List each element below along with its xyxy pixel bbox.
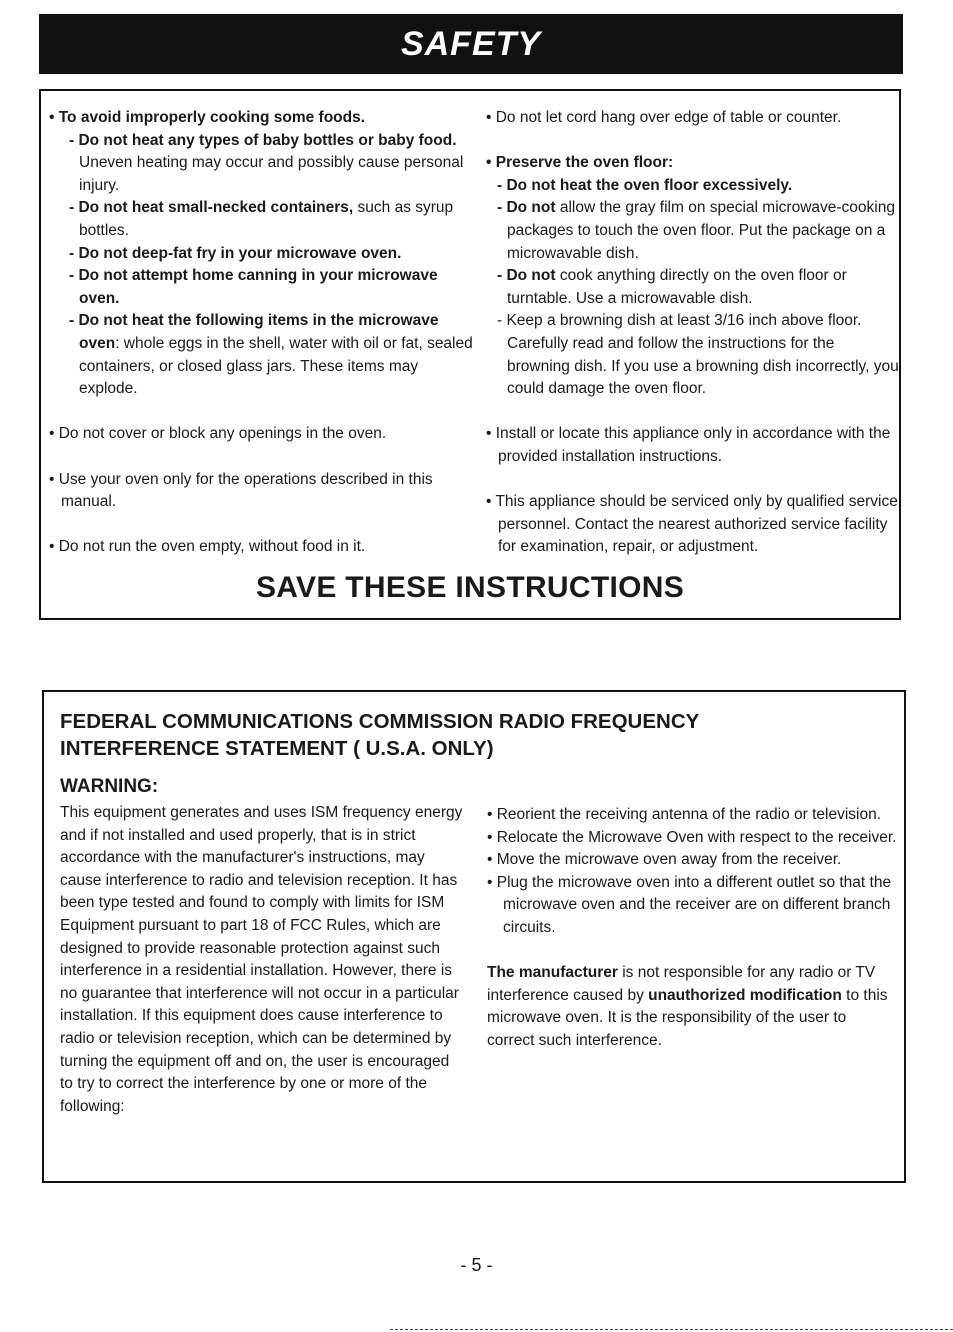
safety-subitem [486, 197, 901, 265]
safety-item: • Install or locate this appliance only in accordance with the provided installation instructions. [486, 425, 891, 465]
safety-right-column [486, 107, 901, 559]
safety-subitem-bold: - Do not heat the following items in the microwave oven [69, 312, 439, 352]
safety-box [39, 89, 901, 620]
safety-subitem: - Keep a browning dish at least 3/16 inch above floor. Carefully read and follow the instructions for the browning dish. If you use a browning dish incorrectly, you could damage the oven floor. [497, 312, 899, 398]
fcc-box [42, 690, 906, 1183]
safety-subitem-text: cook anything directly on the oven floor or turntable. Use a microwavable dish. [507, 267, 847, 307]
note-text: is not responsible for any radio or TV interference caused by [487, 964, 876, 1004]
safety-item: • To avoid improperly cooking some foods. [49, 109, 366, 126]
safety-subitem-bold: - Do not heat any types of baby bottles or baby food. [69, 131, 457, 149]
fcc-manufacturer-note [487, 962, 897, 1052]
safety-banner [39, 14, 903, 74]
safety-subitem: - Do not deep-fat fry in your microwave oven. [69, 244, 402, 262]
fcc-title [60, 708, 860, 762]
safety-item: • Do not cover or block any openings in the oven. [49, 425, 387, 443]
save-instructions-heading: SAVE THESE INSTRUCTIONS [255, 571, 685, 604]
safety-subitem-text: allow the gray film on special microwave-cooking packages to touch the oven floor. Put the package on a microwavable dish. [507, 199, 895, 262]
safety-subitem: - Do not heat the oven floor excessively. [497, 176, 793, 194]
note-bold: The manufacturer [487, 964, 618, 982]
safety-subitem-text: Uneven heating may occur and possibly cause personal injury. [79, 154, 464, 194]
fcc-bullet: • Reorient the receiving antenna of the radio or television. [487, 806, 882, 823]
safety-left-column [49, 107, 474, 559]
safety-subitem-bold: - Do not [497, 267, 556, 285]
fcc-title-line: INTERFERENCE STATEMENT ( U.S.A. ONLY) [60, 737, 494, 760]
safety-subitem-text: such as syrup bottles. [79, 199, 454, 239]
safety-item: • Do not let cord hang over edge of table or counter. [486, 109, 842, 126]
safety-subitem-text: : whole eggs in the shell, water with oil or fat, sealed containers, or closed glass jars. These items may explode. [79, 334, 473, 398]
safety-subitem [49, 310, 474, 400]
warning-heading: WARNING: [60, 776, 159, 797]
fcc-right-column [487, 804, 897, 1053]
safety-item: • Preserve the oven floor: [486, 154, 674, 172]
safety-subitem [486, 265, 901, 310]
safety-subitem [49, 197, 474, 242]
banner-title: SAFETY [400, 24, 542, 63]
fcc-body-text: This equipment generates and uses ISM frequency energy and if not installed and used properly, that is in strict accordance with the manufacturer's instructions, may cause interference to radio and television reception. It has been type tested and found to comply with limits for ISM Equipment pursuant to part 18 of FCC Rules, which are designed to provide reasonable protection against such interference in a residential installation. However, there is no guarantee that interference will not occur in a particular installation. If this equipment does cause interference to radio or television reception, which can be determined by turning the equipment off and on, the user is encouraged to try to correct the interference by one or more of the following: [60, 804, 463, 1115]
fcc-bullet: • Move the microwave oven away from the receiver. [487, 851, 842, 869]
note-text: to this microwave oven. It is the responsibility of the user to correct such interference. [487, 986, 888, 1049]
safety-subitem [49, 130, 474, 198]
safety-subitem: - Do not attempt home canning in your microwave oven. [69, 267, 438, 307]
safety-item: • Do not run the oven empty, without food in it. [49, 538, 366, 556]
safety-item: • This appliance should be serviced only by qualified service personnel. Contact the nearest authorized service facility for examination, repair, or adjustment. [486, 493, 898, 556]
safety-subitem-bold: - Do not [497, 199, 556, 217]
fcc-bullet: • Relocate the Microwave Oven with respect to the receiver. [487, 828, 897, 846]
fcc-bullet: • Plug the microwave oven into a different outlet so that the microwave oven and the receiver are on different branch circuits. [487, 873, 892, 936]
page-number: - 5 - [460, 1255, 493, 1275]
fcc-title-line: FEDERAL COMMUNICATIONS COMMISSION RADIO FREQUENCY [60, 710, 700, 733]
safety-item: • Use your oven only for the operations described in this manual. [49, 470, 433, 511]
footer-divider [390, 1329, 953, 1330]
safety-subitem-bold: - Do not heat small-necked containers, [69, 199, 354, 217]
note-bold: unauthorized modification [648, 986, 842, 1004]
